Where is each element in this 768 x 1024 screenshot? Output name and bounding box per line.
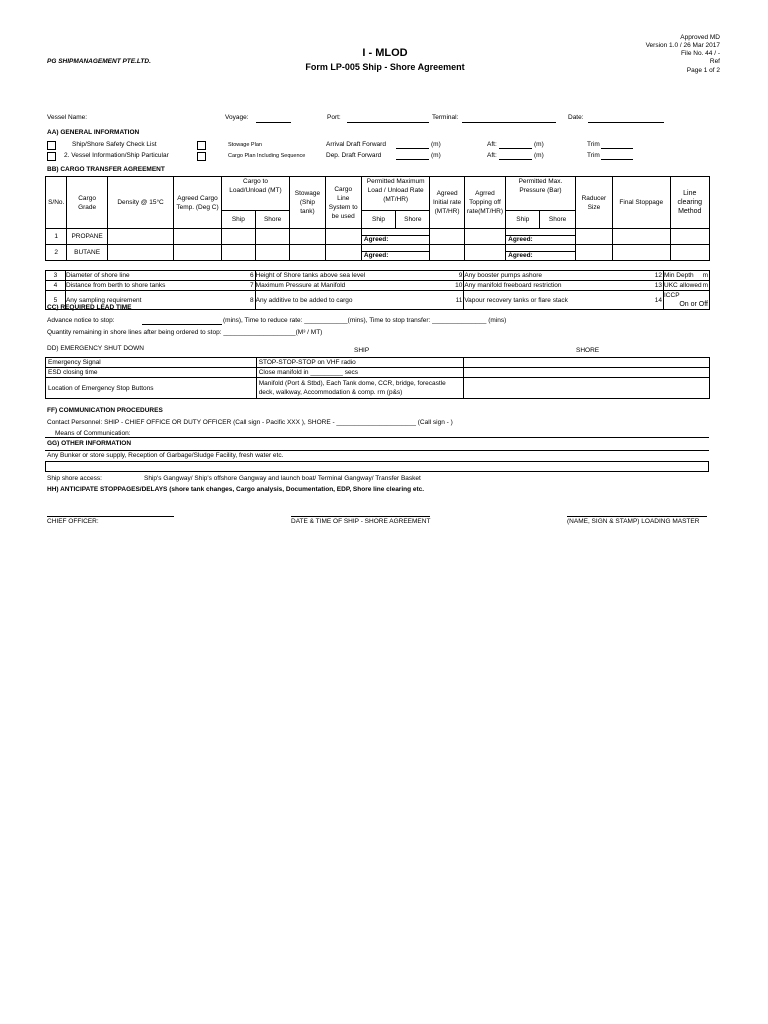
col-stoppage: Final Stoppage bbox=[613, 177, 670, 229]
emergency-signal-shore[interactable] bbox=[464, 358, 710, 368]
col-density: Density @ 15°C bbox=[107, 177, 174, 229]
item-number: 11 bbox=[455, 296, 463, 304]
dep-aft-unit: (m) bbox=[534, 152, 544, 159]
agreed-pressure-label: Agreed: bbox=[506, 251, 575, 260]
dep-unit: (m) bbox=[431, 152, 441, 159]
stop-buttons-label: Location of Emergency Stop Buttons bbox=[46, 378, 257, 399]
section-ff-heading: FF) COMMUNICATION PROCEDURES bbox=[47, 407, 163, 414]
col-temp: Agreed Cargo Temp. (Deg C) bbox=[174, 177, 221, 229]
agreement-datetime-line[interactable] bbox=[291, 516, 430, 517]
port-field[interactable] bbox=[347, 122, 429, 123]
arrival-trim-label: Trim bbox=[587, 141, 600, 148]
emergency-signal-ship: STOP-STOP-STOP on VHF radio bbox=[256, 358, 464, 368]
item-number: 5 bbox=[46, 291, 66, 310]
communication-field[interactable] bbox=[45, 428, 709, 438]
cargo-plan-label: Cargo Plan Including Sequence bbox=[228, 153, 306, 159]
col-sno: S/No. bbox=[46, 177, 67, 229]
arrival-aft-label: Aft: bbox=[487, 141, 497, 148]
item-label: UKC allowed bbox=[664, 282, 702, 289]
voyage-field[interactable] bbox=[256, 122, 291, 123]
stop-buttons-shore[interactable] bbox=[464, 378, 710, 399]
load-shore: Shore bbox=[256, 211, 290, 229]
load-ship: Ship bbox=[221, 211, 255, 229]
ship-shore-access-label: Ship shore access: bbox=[47, 475, 102, 482]
section-aa-heading: AA) GENERAL INFORMATION bbox=[47, 129, 140, 136]
table-row bbox=[46, 245, 710, 261]
table-row bbox=[46, 291, 710, 310]
table-row bbox=[46, 271, 710, 281]
item-number: 3 bbox=[46, 271, 66, 281]
vessel-info-label: 2. Vessel Information/Ship Particular bbox=[64, 152, 169, 159]
item-number: 9 bbox=[458, 272, 463, 279]
item-unit: m bbox=[702, 272, 708, 279]
page-number: Page 1 of 2 bbox=[686, 67, 720, 74]
lead-time-text: (mins), Time to reduce rate: ____________(mins), Time to stop transfer: _______________ (mins) bbox=[223, 317, 507, 324]
emergency-signal-label: Emergency Signal bbox=[46, 358, 257, 368]
dep-trim-field[interactable] bbox=[601, 159, 633, 160]
agreed-rate-label: Agreed: bbox=[362, 251, 430, 260]
chief-officer-label: CHIEF OFFICER: bbox=[47, 518, 99, 525]
contact-personnel-text: Contact Personnel: SHIP - CHIEF OFFICE OR DUTY OFFICER (Call sign - Pacific XXX ), SHORE - ______________________ (Call sign - ) bbox=[47, 419, 453, 426]
item-label: Distance from berth to shore tanks bbox=[65, 282, 166, 289]
form-subtitle: Form LP-005 Ship - Shore Agreement bbox=[305, 62, 465, 72]
item-label: Height of Shore tanks above sea level bbox=[255, 272, 366, 279]
vessel-name-label: Vessel Name: bbox=[47, 114, 88, 121]
section-hh-heading: HH) ANTICIPATE STOPPAGES/DELAYS (shore tank changes, Cargo analysis, Documentation, EDP, Shore line clearing etc. bbox=[47, 486, 425, 493]
rate-ship: Ship bbox=[361, 211, 395, 229]
pressure-shore: Shore bbox=[540, 211, 575, 229]
requirements-table bbox=[45, 270, 710, 310]
section-bb-heading: BB) CARGO TRANSFER AGREEMENT bbox=[47, 166, 165, 173]
rate-shore: Shore bbox=[396, 211, 430, 229]
esd-closing-label: ESD closing time bbox=[46, 368, 257, 378]
arrival-trim-field[interactable] bbox=[601, 148, 633, 149]
item-number: 8 bbox=[250, 296, 254, 304]
shore-column-label: SHORE bbox=[576, 347, 600, 354]
arrival-draft-field[interactable] bbox=[396, 148, 429, 149]
form-title: I - MLOD bbox=[362, 47, 408, 59]
row-grade: BUTANE bbox=[67, 245, 107, 261]
voyage-label: Voyage: bbox=[225, 114, 249, 121]
arrival-unit: (m) bbox=[431, 141, 441, 148]
ship-shore-access-value: Ship's Gangway/ Ship's offshore Gangway and launch boat/ Terminal Gangway/ Transfer Basket bbox=[144, 475, 421, 482]
dep-aft-field[interactable] bbox=[499, 159, 532, 160]
table-row bbox=[46, 281, 710, 291]
advance-notice-label: Advance notice to stop: bbox=[47, 317, 115, 324]
version-label: Version 1.0 / 26 Mar 2017 bbox=[645, 42, 720, 49]
item-label: Diameter of shore line bbox=[65, 272, 130, 279]
item-number: 13 bbox=[654, 282, 662, 289]
table-row bbox=[46, 358, 710, 368]
emergency-table bbox=[45, 357, 710, 399]
dep-aft-label: Aft: bbox=[487, 152, 497, 159]
col-stowage: Stowage (Ship tank) bbox=[290, 177, 325, 229]
cargo-transfer-table bbox=[45, 176, 710, 261]
date-field[interactable] bbox=[588, 122, 664, 123]
item-label: Any additive to be added to cargo bbox=[255, 296, 353, 304]
loading-master-label: (NAME, SIGN & STAMP) LOADING MASTER bbox=[567, 518, 700, 525]
agreed-pressure-label: Agreed: bbox=[506, 235, 575, 244]
col-pressure: Permitted Max. Pressure (Bar) bbox=[506, 177, 576, 211]
ref-label: Ref bbox=[709, 58, 720, 65]
col-clearing: Line clearing Method bbox=[670, 177, 709, 229]
means-communication-label: Means of Communication: bbox=[55, 430, 131, 437]
ship-column-label: SHIP bbox=[354, 347, 370, 354]
arrival-draft-label: Arrival Draft Forward bbox=[326, 141, 386, 148]
col-topping: Agrred Topping off rate(MT/HR) bbox=[464, 177, 505, 229]
date-label: Date: bbox=[568, 114, 584, 121]
item-label: Maximum Pressure at Manifold bbox=[255, 282, 346, 289]
approved-label: Approved MD bbox=[680, 34, 720, 41]
col-load: Cargo to Load/Unload (MT) bbox=[221, 177, 290, 211]
other-info-text: Any Bunker or store supply, Reception of Garbage/Sludge Facility, fresh water etc. bbox=[47, 452, 284, 459]
item-number: 14 bbox=[654, 296, 662, 304]
row-number: 1 bbox=[46, 229, 67, 245]
pressure-ship: Ship bbox=[506, 211, 540, 229]
col-initial-rate: Agreed Initial rate (MT/HR) bbox=[430, 177, 464, 229]
other-info-field[interactable] bbox=[45, 461, 709, 472]
dep-draft-field[interactable] bbox=[396, 159, 429, 160]
col-rate: Permitted Maximum Load / Unload Rate (MT/HR) bbox=[361, 177, 430, 211]
item-label: Any sampling requirement bbox=[65, 296, 142, 304]
item-number: 4 bbox=[46, 281, 66, 291]
loading-master-signature-line[interactable] bbox=[567, 516, 707, 517]
port-label: Port: bbox=[327, 114, 341, 121]
item-unit: On or Off bbox=[679, 301, 708, 308]
checkbox-stowage-plan[interactable] bbox=[197, 141, 206, 150]
col-grade: Cargo Grade bbox=[67, 177, 107, 229]
terminal-label: Terminal: bbox=[432, 114, 459, 121]
row-grade: PROPANE bbox=[67, 229, 107, 245]
agreed-rate-label: Agreed: bbox=[362, 235, 430, 244]
section-dd-heading: DD) EMERGENCY SHUT DOWN bbox=[47, 345, 144, 352]
item-number: 6 bbox=[250, 272, 254, 279]
dep-draft-label: Dep. Draft Forward bbox=[326, 152, 382, 159]
arrival-aft-unit: (m) bbox=[534, 141, 544, 148]
section-cc-heading: CC) REQUIRED LEAD TIME bbox=[47, 304, 132, 311]
company-name: PG SHIPMANAGEMENT PTE.LTD. bbox=[47, 58, 151, 65]
advance-notice-field[interactable] bbox=[142, 324, 222, 325]
row-number: 2 bbox=[46, 245, 67, 261]
stop-buttons-ship: Manifold (Port & Stbd), Each Tank dome, CCR, bridge, forecastle deck, walkway, Accommodation & comp. rm (p&s) bbox=[256, 378, 464, 399]
item-number: 12 bbox=[654, 272, 662, 279]
table-row bbox=[46, 368, 710, 378]
quantity-remaining-text: Quantity remaining in shore lines after being ordered to stop: ____________________(M³ / MT) bbox=[47, 329, 323, 336]
section-gg-heading: GG) OTHER INFORMATION bbox=[47, 440, 132, 447]
checkbox-safety-checklist[interactable] bbox=[47, 141, 56, 150]
terminal-field[interactable] bbox=[462, 122, 556, 123]
item-label: ICCP bbox=[664, 292, 680, 299]
arrival-aft-field[interactable] bbox=[499, 148, 532, 149]
col-line-system: Cargo Line System to be used bbox=[325, 177, 361, 229]
stowage-plan-label: Stowage Plan bbox=[228, 142, 262, 148]
dep-trim-label: Trim bbox=[587, 152, 600, 159]
item-label: Vapour recovery tanks or flare stack bbox=[464, 296, 568, 304]
esd-closing-shore[interactable] bbox=[464, 368, 710, 378]
table-row bbox=[46, 378, 710, 399]
checkbox-vessel-info[interactable] bbox=[47, 152, 56, 161]
agreement-datetime-label: DATE & TIME OF SHIP - SHORE AGREEMENT bbox=[291, 518, 431, 525]
item-number: 7 bbox=[250, 282, 254, 289]
file-number: File No. 44 / - bbox=[680, 50, 720, 57]
esd-closing-ship: Close manifold in _________ secs bbox=[256, 368, 464, 378]
chief-officer-signature-line[interactable] bbox=[47, 516, 174, 517]
item-label: Any booster pumps ashore bbox=[464, 272, 543, 279]
item-unit: m bbox=[702, 282, 708, 289]
col-reducer: Raducer Size bbox=[575, 177, 612, 229]
table-row bbox=[46, 229, 710, 245]
item-label: Any manifold freeboard restriction bbox=[464, 282, 562, 289]
item-number: 10 bbox=[455, 282, 463, 289]
item-label: Min Depth bbox=[664, 272, 694, 279]
safety-checklist-label: Ship/Shore Safety Check List bbox=[72, 141, 157, 148]
checkbox-cargo-plan[interactable] bbox=[197, 152, 206, 161]
